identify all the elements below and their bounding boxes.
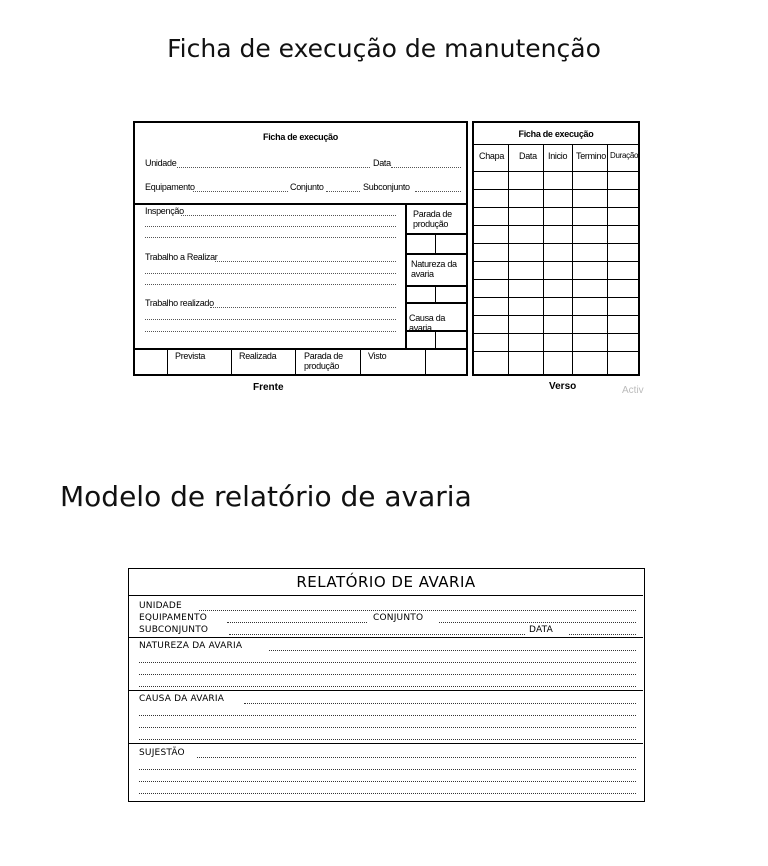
right-small-divider (435, 285, 436, 302)
data-line (569, 634, 636, 635)
frente-header: Ficha de execução (263, 132, 338, 142)
trabalho-realizado-line (210, 307, 396, 308)
verso-row-line (474, 189, 638, 190)
bottom-col-divider (425, 348, 426, 376)
verso-header: Ficha de execução (518, 129, 594, 139)
line (145, 226, 396, 227)
sugestao-label: SUJESTÃO (139, 748, 185, 758)
activation-watermark: Activ (622, 385, 644, 396)
verso-col-line (607, 144, 608, 374)
page-title: Ficha de execução de manutenção (167, 34, 601, 63)
subconjunto-line (229, 634, 525, 635)
relatorio-avaria-card (128, 568, 645, 802)
equipamento-label: EQUIPAMENTO (139, 613, 207, 623)
bottom-col-divider (231, 348, 232, 376)
unidade-line (199, 610, 636, 611)
line (145, 284, 396, 285)
relatorio-title-separator (129, 595, 643, 596)
unidade-label: UNIDADE (139, 601, 182, 611)
right-divider (405, 302, 466, 304)
verso-col-line (543, 144, 544, 374)
equipamento-label: Equipamento (145, 182, 195, 192)
subconjunto-line (415, 191, 461, 192)
relatorio-title: RELATÓRIO DE AVARIA (296, 573, 476, 591)
conjunto-line (326, 191, 360, 192)
data-label: Data (373, 158, 391, 168)
verso-col-data: Data (519, 151, 537, 161)
trabalho-realizar-line (215, 261, 396, 262)
verso-row-line (474, 171, 638, 172)
section-title: Modelo de relatório de avaria (60, 480, 472, 513)
parada-producao-footer-label: Parada de produção (304, 351, 343, 371)
line (145, 237, 396, 238)
line (139, 769, 636, 770)
data-line (391, 167, 461, 168)
trabalho-realizado-label: Trabalho realizado (145, 298, 214, 308)
line (139, 793, 636, 794)
verso-row-line (474, 243, 638, 244)
line (139, 674, 636, 675)
data-label: DATA (529, 625, 553, 635)
line (145, 331, 396, 332)
frente-right-col (405, 203, 407, 348)
line (139, 662, 636, 663)
causa-label: CAUSA DA AVARIA (139, 694, 225, 704)
inspencao-line (181, 215, 396, 216)
verso-row-line (474, 297, 638, 298)
conjunto-label: CONJUNTO (373, 613, 424, 623)
line (139, 739, 636, 740)
verso-row-line (474, 351, 638, 352)
bottom-col-divider (295, 348, 296, 376)
unidade-line (177, 167, 370, 168)
relatorio-separator (129, 690, 643, 691)
verso-col-chapa: Chapa (479, 151, 505, 161)
ficha-frente-card (133, 121, 468, 376)
equipamento-line (193, 191, 288, 192)
verso-col-termino: Termino (576, 151, 606, 161)
realizada-label: Realizada (239, 351, 277, 361)
subconjunto-label: Subconjunto (363, 182, 410, 192)
right-small-divider (435, 330, 436, 348)
verso-caption: Verso (549, 381, 577, 392)
line (139, 781, 636, 782)
natureza-label: NATUREZA DA AVARIA (139, 641, 243, 651)
verso-row-line (474, 333, 638, 334)
verso-row-line (474, 261, 638, 262)
equipamento-line (227, 622, 367, 623)
verso-row-line (474, 315, 638, 316)
visto-label: Visto (368, 351, 387, 361)
verso-col-line (572, 144, 573, 374)
line (139, 727, 636, 728)
right-small-divider (435, 233, 436, 253)
conjunto-label: Conjunto (290, 182, 324, 192)
frente-bottom-separator (135, 348, 466, 350)
verso-col-inicio: Inicio (548, 151, 568, 161)
relatorio-separator (129, 637, 643, 638)
inspencao-label: Inspenção (145, 206, 184, 216)
relatorio-separator (129, 743, 643, 744)
conjunto-line (439, 622, 636, 623)
trabalho-realizar-label: Trabalho a Realizar (145, 252, 218, 262)
natureza-avaria-label: Natureza da avaria (411, 259, 457, 279)
sugestao-line (197, 757, 636, 758)
line (139, 686, 636, 687)
verso-col-duracao: Duração (610, 151, 639, 160)
line (145, 273, 396, 274)
parada-producao-label: Parada de produção (413, 209, 452, 229)
verso-col-line (508, 144, 509, 374)
prevista-label: Prevista (175, 351, 206, 361)
right-divider (405, 253, 466, 255)
verso-row-line (474, 225, 638, 226)
line (139, 715, 636, 716)
frente-caption: Frente (253, 382, 284, 393)
unidade-label: Unidade (145, 158, 177, 168)
verso-header-separator (474, 144, 638, 145)
causa-line (244, 703, 636, 704)
ficha-verso-card (472, 121, 640, 376)
verso-row-line (474, 207, 638, 208)
verso-row-line (474, 279, 638, 280)
causa-avaria-label: Causa da avaria (409, 313, 446, 333)
bottom-col-divider (167, 348, 168, 376)
bottom-col-divider (360, 348, 361, 376)
natureza-line (269, 650, 636, 651)
frente-separator (135, 203, 466, 205)
line (145, 319, 396, 320)
subconjunto-label: SUBCONJUNTO (139, 625, 209, 635)
